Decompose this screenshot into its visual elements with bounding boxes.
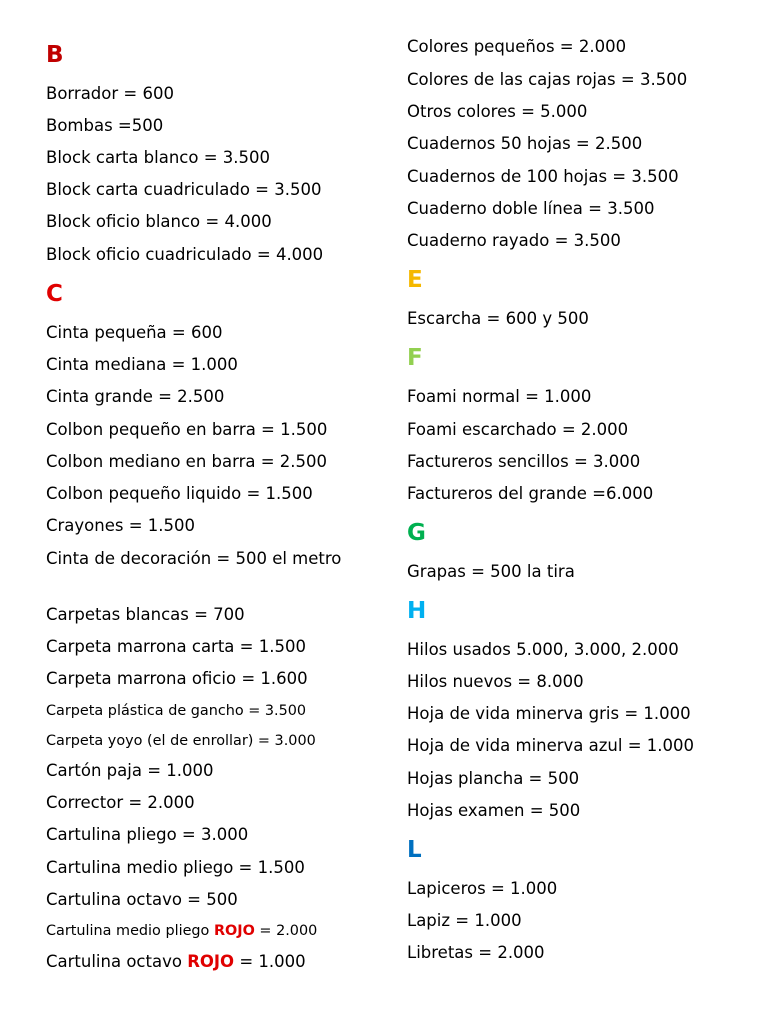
price-item: Borrador = 600 (46, 84, 174, 103)
price-item: Lapiz = 1.000 (407, 911, 522, 930)
price-item: Cartón paja = 1.000 (46, 761, 214, 780)
price-item: Hojas examen = 500 (407, 801, 581, 820)
price-item: Foami normal = 1.000 (407, 387, 592, 406)
price-item: Carpeta marrona oficio = 1.600 (46, 669, 308, 688)
price-item: Bombas =500 (46, 116, 164, 135)
price-item: Cinta mediana = 1.000 (46, 355, 238, 374)
price-item: Hoja de vida minerva azul = 1.000 (407, 736, 695, 755)
price-item: Corrector = 2.000 (46, 793, 195, 812)
price-item: Colores de las cajas rojas = 3.500 (407, 70, 688, 89)
section-heading-c: C (46, 281, 63, 307)
price-item: Hilos usados 5.000, 3.000, 2.000 (407, 640, 679, 659)
price-item: Cartulina octavo = 500 (46, 890, 238, 909)
price-item: Cuaderno doble línea = 3.500 (407, 199, 655, 218)
price-item: Cinta grande = 2.500 (46, 387, 225, 406)
section-heading-h: H (407, 598, 427, 624)
price-item: Foami escarchado = 2.000 (407, 420, 629, 439)
price-item-rojo (46, 919, 317, 943)
price-item: Escarcha = 600 y 500 (407, 309, 589, 328)
price-item: Cuadernos 50 hojas = 2.500 (407, 134, 643, 153)
price-item: Cinta pequeña = 600 (46, 323, 223, 342)
price-item: Block carta blanco = 3.500 (46, 148, 271, 167)
price-item: Grapas = 500 la tira (407, 562, 575, 581)
price-item-rojo (46, 950, 306, 974)
price-item: Factureros sencillos = 3.000 (407, 452, 641, 471)
price-item: Cuaderno rayado = 3.500 (407, 231, 621, 250)
price-item: Block oficio blanco = 4.000 (46, 212, 272, 231)
price-item: Carpeta yoyo (el de enrollar) = 3.000 (46, 733, 316, 749)
rojo-keyword: ROJO (187, 952, 235, 971)
price-item: Factureros del grande =6.000 (407, 484, 654, 503)
price-item: Libretas = 2.000 (407, 943, 545, 962)
item-price: = 1.000 (234, 952, 306, 971)
price-item: Hilos nuevos = 8.000 (407, 672, 584, 691)
price-item: Block oficio cuadriculado = 4.000 (46, 245, 324, 264)
item-price: = 2.000 (254, 923, 318, 939)
price-item: Hojas plancha = 500 (407, 769, 580, 788)
price-item: Lapiceros = 1.000 (407, 879, 558, 898)
price-item: Cartulina medio pliego = 1.500 (46, 858, 305, 877)
price-item: Carpetas blancas = 700 (46, 605, 245, 624)
section-heading-g: G (407, 520, 426, 546)
section-heading-l: L (407, 837, 422, 863)
price-item: Hoja de vida minerva gris = 1.000 (407, 704, 691, 723)
item-text: Cartulina medio pliego (46, 923, 214, 939)
price-item: Cuadernos de 100 hojas = 3.500 (407, 167, 679, 186)
price-item: Block carta cuadriculado = 3.500 (46, 180, 322, 199)
price-item: Cartulina pliego = 3.000 (46, 825, 249, 844)
price-item: Carpeta marrona carta = 1.500 (46, 637, 306, 656)
price-item: Colbon pequeño en barra = 1.500 (46, 420, 328, 439)
section-heading-b: B (46, 42, 64, 68)
price-item: Otros colores = 5.000 (407, 102, 588, 121)
price-item: Crayones = 1.500 (46, 516, 196, 535)
price-item: Carpeta plástica de gancho = 3.500 (46, 703, 307, 719)
section-heading-f: F (407, 345, 423, 371)
section-heading-e: E (407, 267, 423, 293)
item-text: Cartulina octavo (46, 952, 188, 971)
price-item: Cinta de decoración = 500 el metro (46, 549, 342, 568)
price-item: Colbon mediano en barra = 2.500 (46, 452, 328, 471)
rojo-keyword: ROJO (213, 923, 255, 939)
price-item: Colbon pequeño liquido = 1.500 (46, 484, 313, 503)
price-item: Colores pequeños = 2.000 (407, 37, 627, 56)
